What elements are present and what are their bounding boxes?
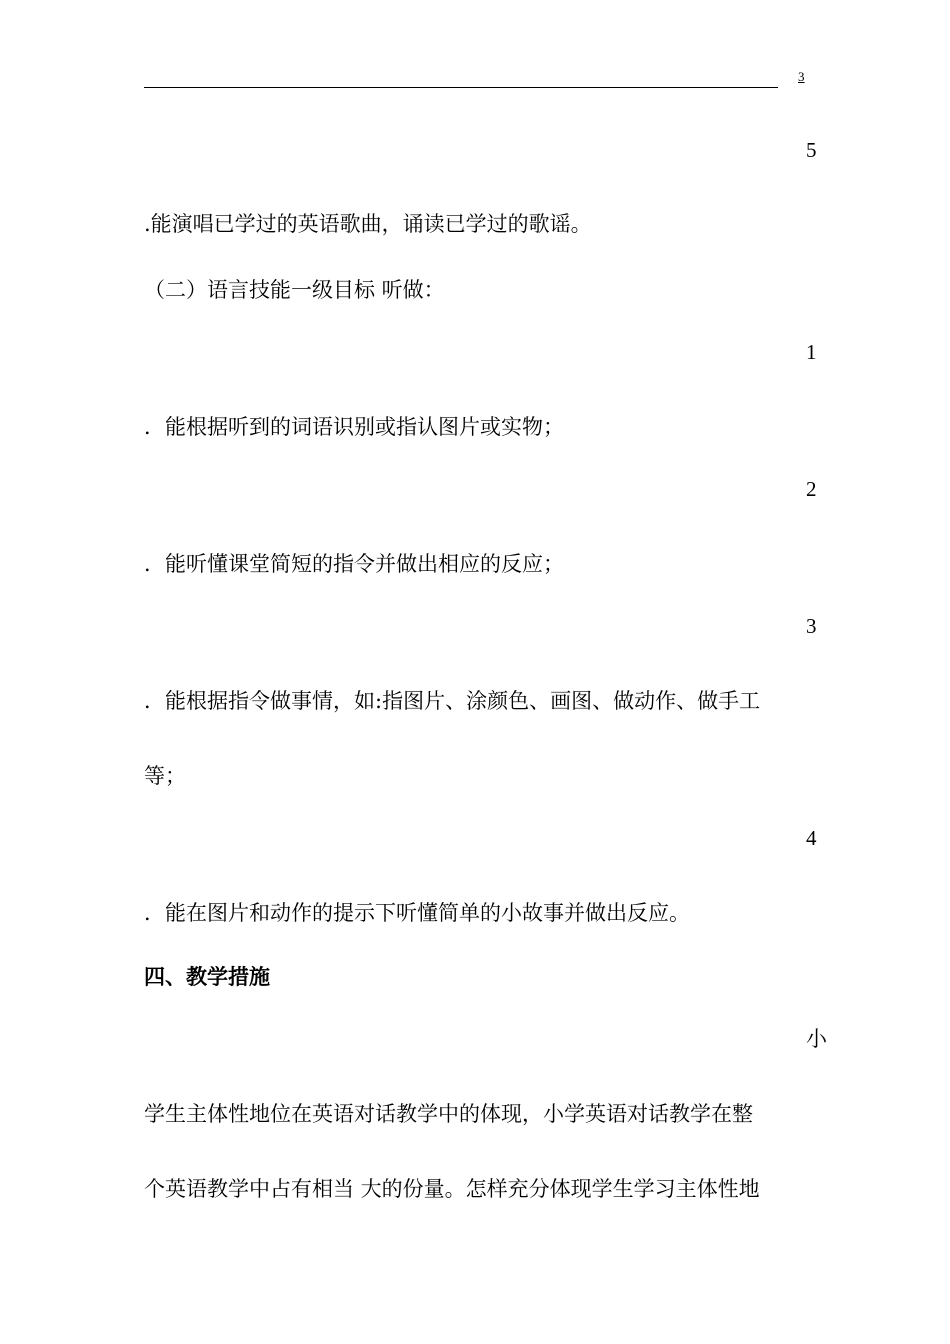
item-text-3a: ．能根据指令做事情，如:指图片、涂颜色、画图、做动作、做手工: [144, 689, 761, 713]
section-heading: 四、教学措施: [144, 964, 270, 989]
paragraph-line-1: 学生主体性地位在英语对话教学中的体现，小学英语对话教学在整: [144, 1102, 753, 1126]
page-number: 3: [798, 69, 805, 84]
item-text-4: ．能在图片和动作的提示下听懂简单的小故事并做出反应。: [144, 901, 690, 925]
text-line-song: .能演唱已学过的英语歌曲，诵读已学过的歌谣。: [144, 212, 592, 236]
paragraph-start: 小: [806, 1027, 827, 1051]
subheading-listen-do: （二）语言技能一级目标 听做：: [144, 278, 445, 302]
item-text-2: ．能听懂课堂简短的指令并做出相应的反应；: [144, 552, 564, 576]
paragraph-line-2: 个英语教学中占有相当 大的份量。怎样充分体现学生学习主体性地: [144, 1177, 760, 1201]
item-text-3b: 等；: [144, 764, 186, 788]
item-number-2: 2: [806, 477, 817, 501]
header-rule: [144, 87, 778, 88]
item-text-1: ．能根据听到的词语识别或指认图片或实物；: [144, 415, 564, 439]
item-number-1: 1: [806, 340, 817, 364]
item-number-4: 4: [806, 826, 817, 850]
item-number-3: 3: [806, 614, 817, 638]
item-number-5: 5: [806, 138, 817, 162]
